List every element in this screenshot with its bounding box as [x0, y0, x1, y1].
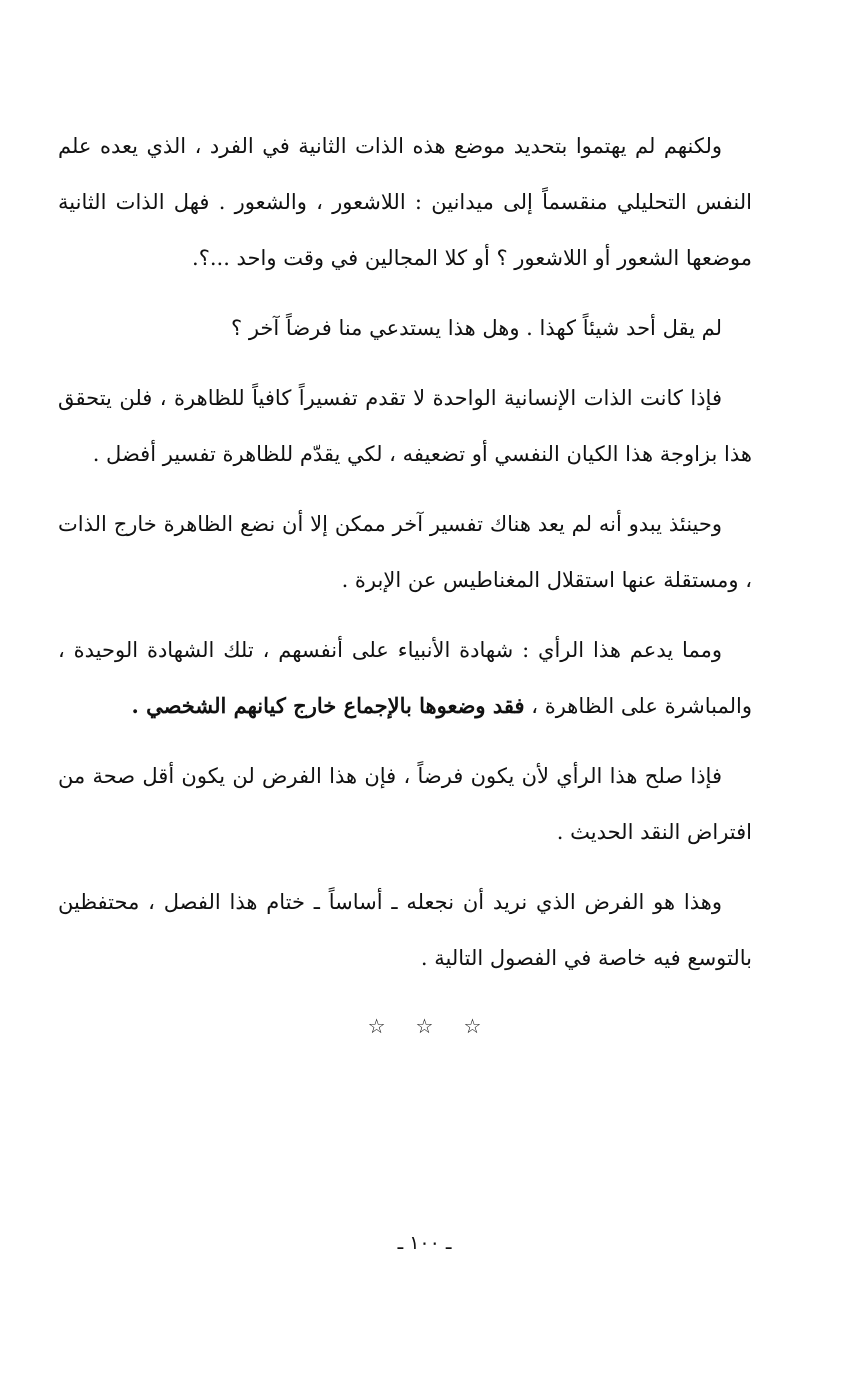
paragraph-5: [58, 622, 752, 734]
page-body: [58, 118, 752, 1000]
paragraph-1: ولكنهم لم يهتموا بتحديد موضع هذه الذات الثانية في الفرد ، الذي يعده علم النفس التحليلي منقسماً إلى ميدانين : اللاشعور ، والشعور . فهل الذات الثانية موضعها الشعور أو اللاشعور ؟ أو كلا المجالين في وقت واحد ...؟.: [58, 134, 752, 270]
paragraph-5-bold-text: فقد وضعوها بالإجماع خارج كيانهم الشخصي .: [131, 693, 525, 718]
paragraph-3: فإذا كانت الذات الإنسانية الواحدة لا تقدم تفسيراً كافياً للظاهرة ، فلن يتحقق هذا بزاوجة هذا الكيان النفسي أو تضعيفه ، لكي يقدّم للظاهرة تفسير أفضل .: [58, 386, 752, 466]
paragraph-5-text: ومما يدعم هذا الرأي : شهادة الأنبياء على أنفسهم ، تلك الشهادة الوحيدة ، والمباشرة على الظاهرة ،: [58, 638, 752, 718]
section-separator-stars: ☆☆☆: [367, 1014, 512, 1038]
page-number: ـ ١٠٠ ـ: [397, 1232, 452, 1254]
paragraph-7: وهذا هو الفرض الذي نريد أن نجعله ـ أساساً ـ ختام هذا الفصل ، محتفظين بالتوسع فيه خاصة في الفصول التالية .: [58, 890, 752, 970]
paragraph-2: لم يقل أحد شيئاً كهذا . وهل هذا يستدعي منا فرضاً آخر ؟: [231, 316, 722, 340]
paragraph-6: فإذا صلح هذا الرأي لأن يكون فرضاً ، فإن هذا الفرض لن يكون أقل صحة من افتراض النقد الحديث .: [58, 764, 752, 844]
paragraph-4: وحينئذ يبدو أنه لم يعد هناك تفسير آخر ممكن إلا أن نضع الظاهرة خارج الذات ، ومستقلة عنها استقلال المغناطيس عن الإبرة .: [58, 512, 752, 592]
